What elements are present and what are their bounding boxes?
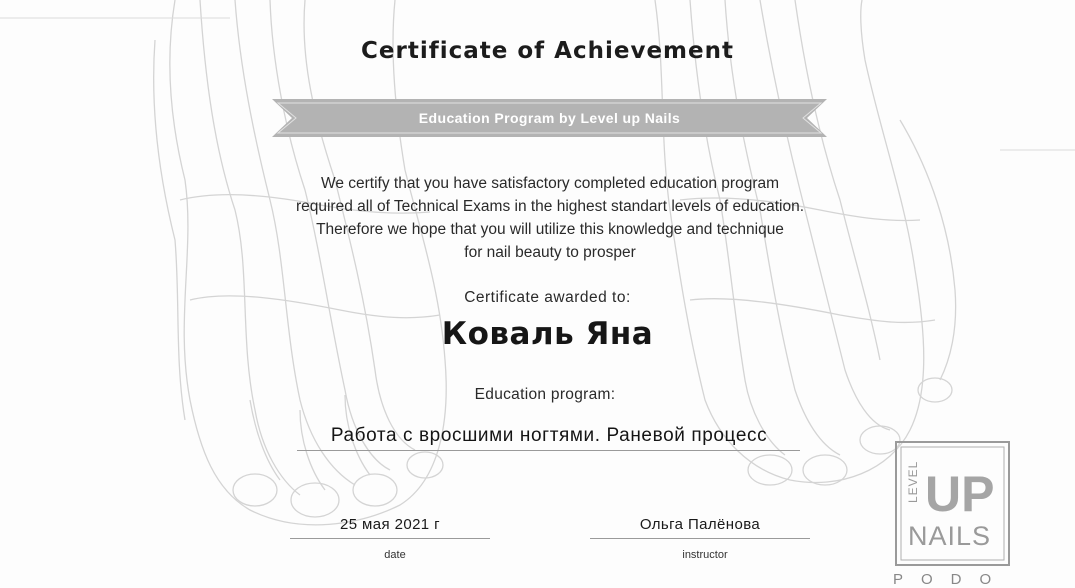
level-up-nails-logo [895, 441, 1010, 566]
statement-line: for nail beauty to prosper [464, 244, 636, 261]
logo-up-text: UP [925, 466, 995, 522]
logo-level-text: LEVEL [906, 460, 920, 503]
program-name: Работа с вросшими ногтями. Раневой процесс [330, 425, 768, 446]
certification-statement [250, 172, 850, 264]
date-line [290, 538, 490, 539]
recipient-name: Коваль Яна [441, 316, 654, 352]
certificate-title: Certificate of Achievement [361, 38, 734, 64]
ribbon-label: Education Program by Level up Nails [418, 110, 681, 126]
awarded-to-label: Certificate awarded to: [464, 289, 631, 306]
logo-podo-text: PODO [893, 571, 1010, 588]
logo-nails-text: NAILS [908, 521, 992, 551]
program-underline [297, 450, 800, 451]
statement-line: required all of Technical Exams in the highest standart levels of education. [295, 198, 805, 215]
program-label: Education program: [474, 386, 616, 403]
statement-line: We certify that you have satisfactory completed education program [320, 175, 780, 192]
date-caption: date [384, 549, 406, 561]
instructor-value: Ольга Палёнова [639, 516, 761, 533]
instructor-line [590, 538, 810, 539]
date-value: 25 мая 2021 г [339, 516, 440, 533]
instructor-caption: instructor [682, 549, 728, 561]
statement-line: Therefore we hope that you will utilize this knowledge and technique [316, 221, 784, 238]
